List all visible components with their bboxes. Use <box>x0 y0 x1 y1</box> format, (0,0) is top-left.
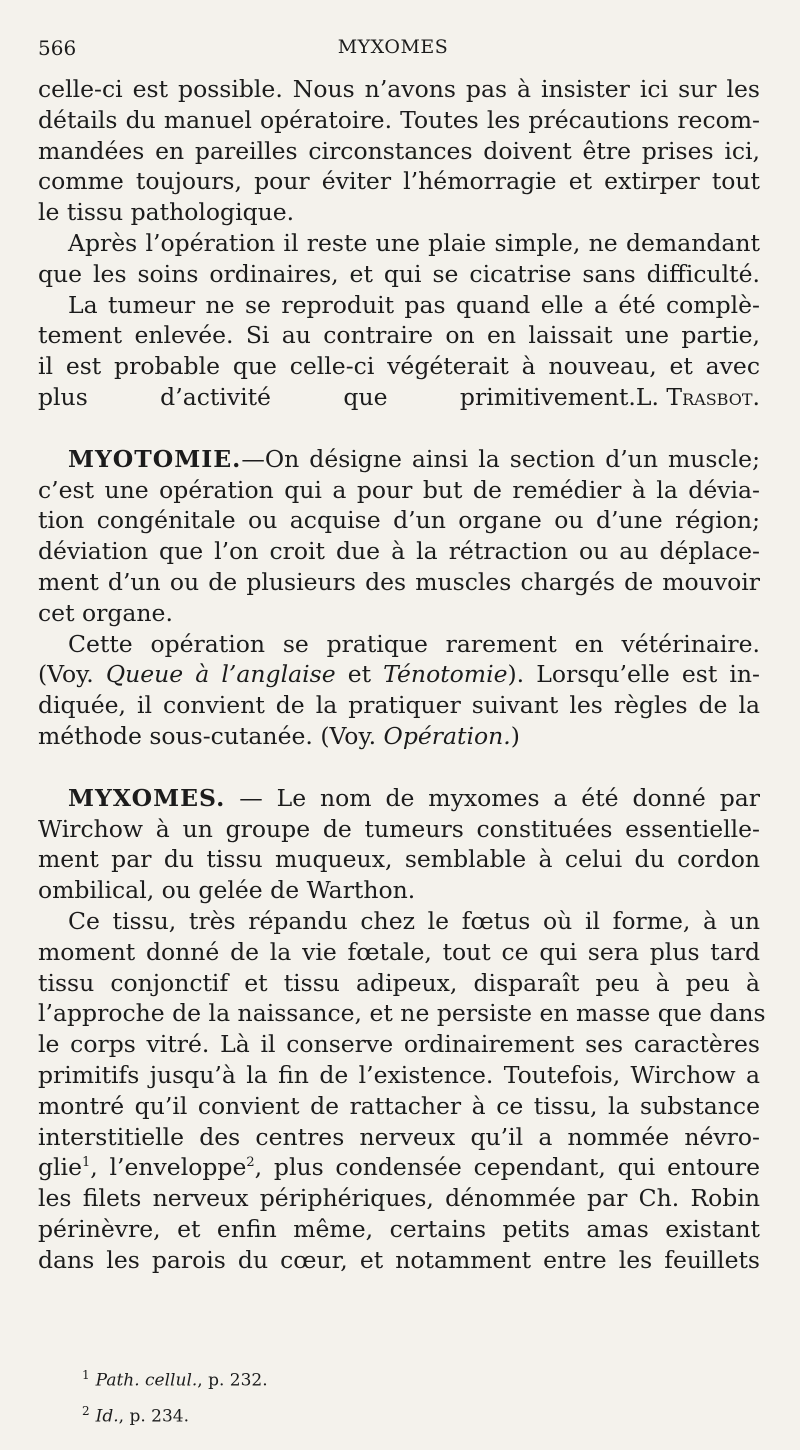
footnotes <box>82 1360 268 1431</box>
cross-reference: Queue à l’anglaise <box>105 660 336 689</box>
text-line-signed <box>38 382 760 413</box>
footnote-source: Id. <box>95 1406 119 1427</box>
text-line: dans les parois du cœur, et notamment entre les feuillets <box>38 1245 760 1274</box>
text-line: Wirchow à un groupe de tumeurs constituées essentielle- <box>38 814 760 843</box>
text-line: tion congénitale ou acquise d’un organe ou d’une région; <box>38 506 760 535</box>
text-fragment: plus d’activité que primitivement. <box>38 382 636 411</box>
text-line: primitifs jusqu’à la fin de l’existence. Toutefois, Wirchow a <box>38 1060 760 1089</box>
text-line: que les soins ordinaires, et qui se cicatrise sans difficulté. <box>38 259 760 288</box>
text-fragment: — Le nom de myxomes a été donné par <box>225 783 760 812</box>
text-line: mandées en pareilles circonstances doivent être prises ici, <box>38 136 760 165</box>
text-line: ment d’un ou de plusieurs des muscles chargés de mouvoir <box>38 567 760 596</box>
text-fragment: , plus condensée cependant, qui entoure <box>254 1153 760 1182</box>
page-number: 566 <box>38 36 77 60</box>
text-line: il est probable que celle-ci végéterait à nouveau, et avec <box>38 352 760 381</box>
text-line: c’est une opération qui a pour but de remédier à la dévia- <box>38 475 760 504</box>
text-line: moment donné de la vie fœtale, tout ce qui sera plus tard <box>38 937 760 966</box>
section-gap <box>38 752 760 783</box>
text-line: l’approche de la naissance, et ne persiste en masse que dans <box>38 999 766 1028</box>
text-fragment: —On désigne ainsi la section d’un muscle; <box>241 444 760 473</box>
text-line <box>38 659 760 690</box>
text-line <box>38 1152 760 1183</box>
text-line: celle-ci est possible. Nous n’avons pas à insister ici sur les <box>38 75 760 103</box>
footnote-ref: 2 <box>246 1155 255 1171</box>
cross-reference: Opération. <box>383 721 511 750</box>
text-fragment: (Voy. <box>38 660 106 689</box>
cross-reference: Ténotomie <box>383 660 508 689</box>
entry-heading-myxomes: MYXOMES. <box>68 783 226 812</box>
text-line: tement enlevée. Si au contraire on en laissait une partie, <box>38 321 760 350</box>
text-line: détails du manuel opératoire. Toutes les précautions recom- <box>38 105 760 134</box>
text-line: ombilical, ou gelée de Warthon. <box>38 876 416 905</box>
text-fragment: et <box>335 660 384 689</box>
footnote <box>82 1396 268 1432</box>
text-line: comme toujours, pour éviter l’hémorragie et extirper tout <box>38 167 760 196</box>
author-signature: L. Trasbot. <box>635 382 760 411</box>
text-line: le corps vitré. Là il conserve ordinairement ses caractères <box>38 1030 760 1059</box>
footnote-source: Path. cellul. <box>95 1370 198 1391</box>
page-header <box>38 36 748 60</box>
text-line <box>38 721 760 752</box>
text-line: Après l’opération il reste une plaie simple, ne demandant <box>68 228 760 257</box>
footnote-mark: 1 <box>82 1368 90 1382</box>
footnote-page: , p. 234. <box>118 1406 190 1427</box>
text-line: La tumeur ne se reproduit pas quand elle a été complè- <box>68 290 760 319</box>
page-body <box>38 74 766 1275</box>
text-fragment: , l’enveloppe <box>90 1153 247 1182</box>
text-fragment: ) <box>510 721 520 750</box>
text-line: les filets nerveux périphériques, dénommée par Ch. Robin <box>38 1184 760 1213</box>
running-title: MYXOMES <box>337 36 449 58</box>
text-line: le tissu pathologique. <box>38 198 295 227</box>
footnote-mark: 2 <box>82 1403 90 1418</box>
text-fragment: ). Lorsqu’elle est in- <box>507 660 760 689</box>
text-line: périnèvre, et enfin même, certains petits amas existant <box>38 1214 760 1243</box>
entry-heading-myotomie: MYOTOMIE. <box>68 444 242 473</box>
text-line <box>38 783 760 814</box>
footnote-ref: 1 <box>81 1155 91 1171</box>
text-line: montré qu’il convient de rattacher à ce tissu, la substance <box>38 1091 760 1120</box>
text-fragment: glie <box>38 1153 82 1182</box>
text-line: ment par du tissu muqueux, semblable à celui du cordon <box>38 845 760 874</box>
text-fragment: méthode sous-cutanée. (Voy. <box>38 721 384 750</box>
footnote-page: , p. 232. <box>197 1370 268 1391</box>
section-gap <box>38 413 760 444</box>
text-line <box>38 444 760 475</box>
footnote <box>82 1360 268 1396</box>
text-line: interstitielle des centres nerveux qu’il a nommée névro- <box>38 1122 760 1151</box>
text-line: Ce tissu, très répandu chez le fœtus où il forme, à un <box>68 906 760 935</box>
text-line: déviation que l’on croit due à la rétraction ou au déplace- <box>38 537 760 566</box>
text-line: Cette opération se pratique rarement en vétérinaire. <box>68 629 760 658</box>
text-line: cet organe. <box>38 598 173 627</box>
text-line: diquée, il convient de la pratiquer suivant les règles de la <box>38 691 760 720</box>
text-line: tissu conjonctif et tissu adipeux, disparaît peu à peu à <box>38 968 760 997</box>
